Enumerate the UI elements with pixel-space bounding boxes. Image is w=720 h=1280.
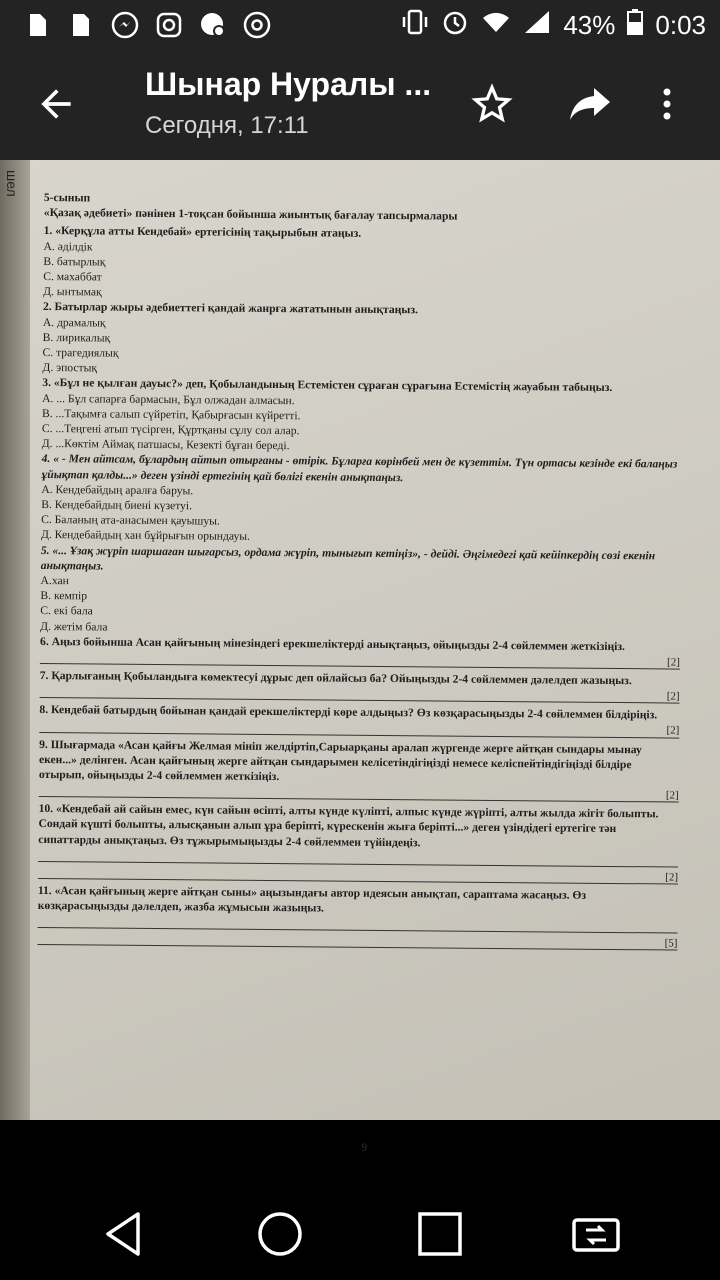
notification-icon [198,10,228,40]
grade-label: 5-сынып [43,190,91,205]
question-5: 5. «... Ұзақ жүріп шаршаған шығарсыз, ордама жүріп, тынығып кетіңіз», - дейді. Әңгімедегі қай кейіпкердің сөзі екенін анықтаңыз. А.хан В. кемпір С. екі бала Д. жетім бала [40,543,656,634]
nav-home-icon[interactable] [252,1206,308,1262]
battery-icon [627,8,643,43]
question-11: 11. «Асан қайғының жерге айтқан сыны» аңызындағы автор идеясын анықтап, сараптама жасаңыз. Өз көзқарасыңызды дәлелдеп, жазба жұмысын жазыңыз. [5] [37,883,678,950]
question-9: 9. Шығармада «Асан қайғы Желмая мініп желдіртіп,Сарыарқаны аралап жүргенде жерге айтқан сындары мынау екен...» делінген. Асан қайғының жерге айтқан сындарымен келісетіндігіңізді немесе келіспейтіндігіңізді білдіре отырып, ойыңызды 2-4 сөйлеммен жеткізіңіз. [2] [38,737,679,802]
page-number: 9 [361,1141,368,1154]
question-6: 6. Аңыз бойынша Асан қайғының мінезіндегі ерекшеліктерді анықтаңыз, ойыңызды 2-4 сөйлеммен жеткізіңіз. [2] [40,634,680,669]
status-bar [0,0,720,52]
signal-icon [523,9,551,42]
nav-back-icon[interactable] [96,1206,152,1262]
nav-recents-icon[interactable] [412,1206,468,1262]
nav-switch-icon[interactable] [568,1206,624,1262]
question-10: 10. «Кендебай ай сайын емес, күн сайын өсіпті, алты күнде күліпті, алпыс күнде жүріпті, алты жылда жігіт болыпты. Сондай күшті болыпты, алысқанын алып ұра беріпті, күрескенін жыға беріпті...» деген үзіндідегі ертегіге тән сипаттарды анықтаңыз. Өз тұжырымыңызды 2-4 сөйлеммен түйіндеңіз. [2] [38,802,679,884]
wifi-icon [481,10,511,41]
question-1: 1. «Керқұла атты Кендебай» ертегісінің тақырыбын атаңыз. А. әділдік В. батырлық С. махаббат Д. ынтымақ [43,224,362,299]
question-2: 2. Батырлар жыры әдебиеттегі қандай жанрға жататынын анықтаңыз. А. драмалық В. лирикалық С. трагедиялық Д. эпостық [42,300,419,375]
sender-name: Шынар Нуралы ... [145,66,432,102]
instagram-icon [154,10,184,40]
more-icon[interactable] [652,82,682,130]
book-edge: шел [0,160,30,1120]
messenger-icon [110,10,140,40]
question-8: 8. Кендебай батырдың бойынан қандай ерекшеліктерді көре алдыңыз? Өз көзқарасыңызды 2-4 сөйлеммен білдіріңіз. [2] [39,703,680,737]
star-icon[interactable] [470,82,518,130]
photo-viewer[interactable] [0,160,720,1154]
alarm-icon [441,8,469,43]
battery-percentage: 43% [563,10,616,40]
question-4: 4. « - Мен айтсам, бұлардың айтып отырғаны - өтірік. Бұларға көрінбей мен де күзеттім. Түн ортасы кезінде екі балаңыз ұйықтап қалды...» деген үзінді ертегінің қай бөлігі екенін анықтаңыз. А. Кендебайдың аралға баруы. В. Кендебайдың биені күзетуі. С. Баланың ата-анасымен қауышуы. Д. Кендебайдың хан бұйрығын орындауы. [40,452,678,544]
message-time: Сегодня, 17:11 [145,112,309,139]
chrome-icon [242,10,272,40]
clock: 0:03 [655,10,706,40]
sheet-heading: «Қазақ әдебиеті» пәнінен 1-тоқсан бойынша жиынтық бағалау тапсырмалары [43,206,458,223]
sim-icon [66,10,96,40]
app-bar [0,52,720,160]
question-3: 3. «Бұл не қылған дауыс?» деп, Қобыландының Естемістен сұраған сұрағына Естемістің жауабын табыңыз. А. ... Бұл сапарға бармасын, Бұл олжадан алмасын. В. ...Тақымға салып сүйретіп, Қабырғасын күйретті. С. ...Теңгені атып түсірген, Құртқаны сұлу сол алар. Д. ...Көктім Аймақ патшасы, Кезекті бұған береді. [41,376,613,453]
back-arrow-icon[interactable] [34,82,84,132]
navigation-bar [0,1186,720,1280]
question-7: 7. Қарлығаның Қобыландыға көмектесуі дұрыс деп ойлайсыз ба? Ойыңызды 2-4 сөйлеммен дәлелдеп жазыңыз. [2] [39,669,680,703]
sd-card-icon [22,10,52,40]
exam-sheet [36,190,684,1154]
share-icon[interactable] [566,82,614,130]
vibrate-icon [401,8,429,43]
